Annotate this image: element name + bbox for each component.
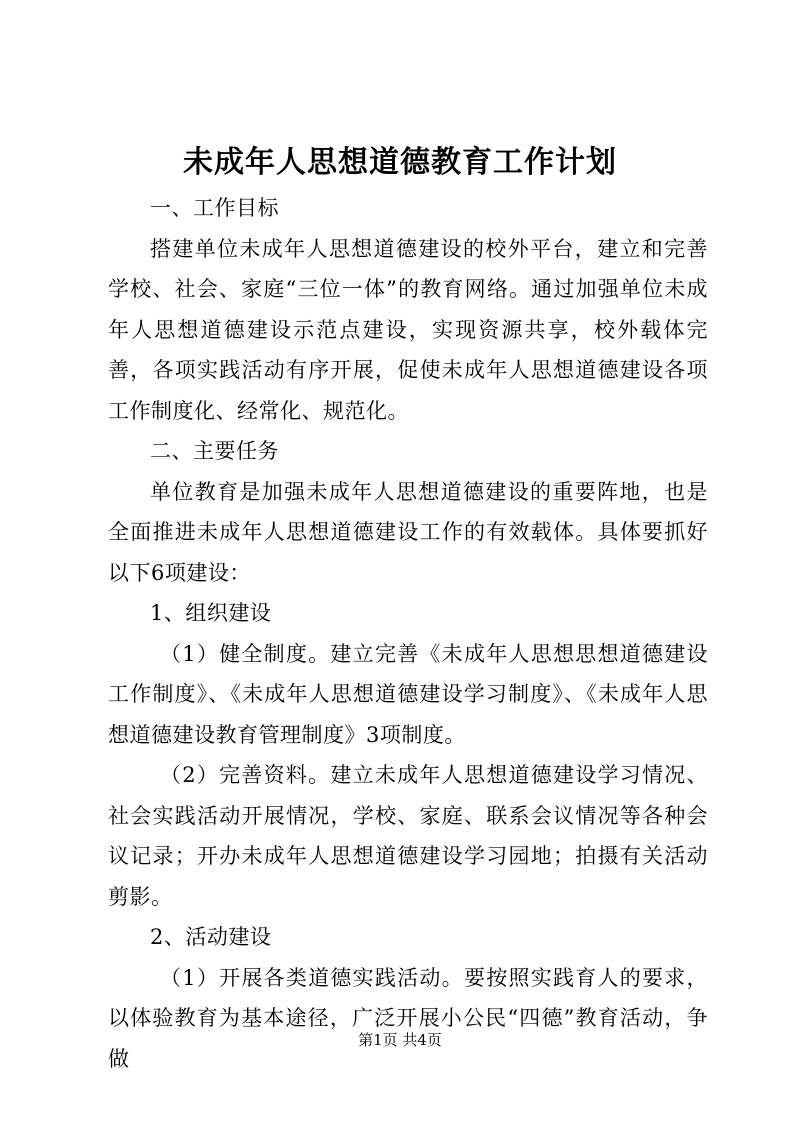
paragraph-activities-1: （1）开展各类道德实践活动。要按照实践育人的要求，以体验教育为基本途径，广泛开展小公民“四德”教育活动，争做 [108,965,708,1071]
paragraph-tasks: 单位教育是加强未成年人思想道德建设的重要阵地，也是全面推进未成年人思想道德建设工作的有效载体。具体要抓好以下6项建设： [108,479,708,585]
paragraph-organization-2: （2）完善资料。建立未成年人思想道德建设学习情况、社会实践活动开展情况，学校、家庭、联系会议情况等各种会议记录；开办未成年人思想道德建设学习园地；拍摄有关活动剪影。 [108,763,708,909]
document-title: 未成年人思想道德教育工作计划 [183,145,617,180]
subheading-organization: 1、组织建设 [150,601,272,625]
paragraph-goals: 搭建单位未成年人思想道德建设的校外平台，建立和完善学校、社会、家庭“三位一体”的教育网络。通过加强单位未成年人思想道德建设示范点建设，实现资源共享，校外载体完善，各项实践活动有序开展，促使未成年人思想道德建设各项工作制度化、经常化、规范化。 [108,236,708,423]
section-heading-goals: 一、工作目标 [150,196,279,220]
page-footer: 第1页 共4页 [358,1031,442,1049]
subheading-activities: 2、活动建设 [150,925,272,949]
document-body [108,188,708,1079]
paragraph-organization-1: （1）健全制度。建立完善《未成年人思想思想道德建设工作制度》、《未成年人思想道德建设学习制度》、《未成年人思想道德建设教育管理制度》3项制度。 [108,641,708,747]
section-heading-tasks: 二、主要任务 [150,439,279,463]
